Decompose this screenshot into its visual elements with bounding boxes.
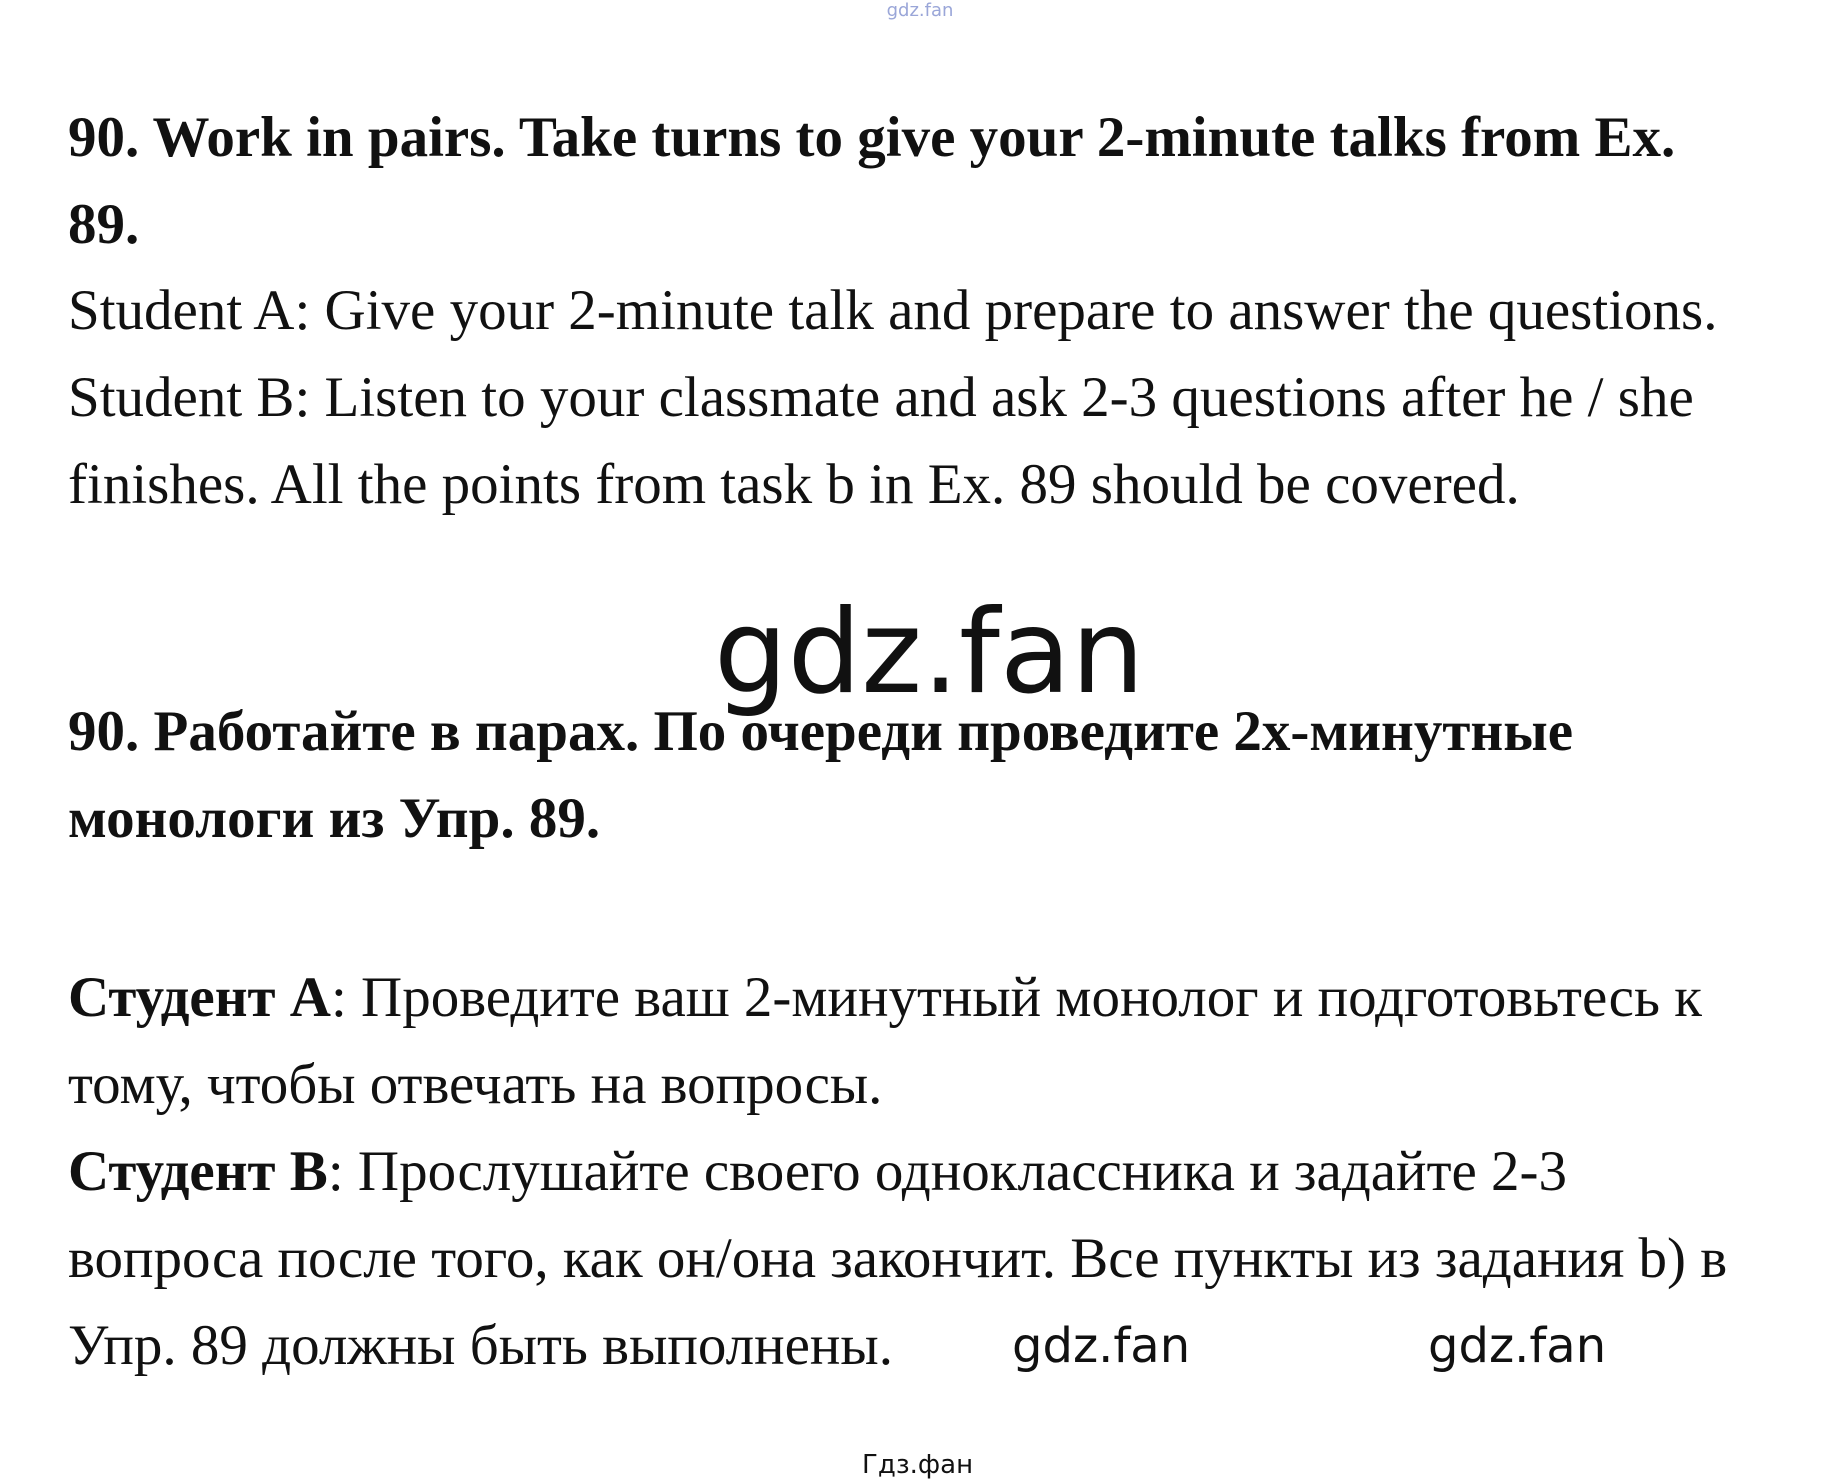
russian-exercise-title [68, 688, 1788, 862]
watermark-top: gdz.fan [886, 0, 954, 21]
russian-title-line-2: монологи из Упр. 89. [68, 787, 601, 850]
english-title-line-1: 90. Work in pairs. Take turns to give your 2-minute talks from Ex. [68, 106, 1676, 169]
russian-title-line-1: 90. Работайте в парах. По очереди проведите 2х-минутные [68, 700, 1574, 763]
watermark-inline-2: gdz.fan [1428, 1318, 1607, 1374]
english-title-line-2: 89. [68, 193, 140, 256]
english-body-line-1: Student A: Give your 2-minute talk and prepare to answer the questions. [68, 279, 1718, 342]
student-a-label: Студент А [68, 966, 331, 1029]
student-b-label: Студент В [68, 1140, 328, 1203]
watermark-inline-1: gdz.fan [1012, 1318, 1191, 1374]
english-body-line-2: Student B: Listen to your classmate and ask 2-3 questions after he / she [68, 366, 1694, 429]
watermark-bottom: Гдз.фан [862, 1450, 974, 1480]
russian-student-b-line-2: вопроса после того, как он/она закончит. Все пункты из задания b) в [68, 1227, 1728, 1290]
russian-student-a-line-1 [68, 954, 1788, 1041]
english-body-line-3: finishes. All the points from task b in Ex. 89 should be covered. [68, 453, 1520, 516]
student-b-text: : Прослушайте своего одноклассника и задайте 2-3 [327, 1140, 1568, 1203]
russian-student-a-line-2: тому, чтобы отвечать на вопросы. [68, 1053, 883, 1116]
russian-student-b-line-1 [68, 1128, 1788, 1215]
english-exercise-body [68, 267, 1788, 528]
russian-student-b-line-3: Упр. 89 должны быть выполнены. [68, 1314, 893, 1377]
english-exercise-title [68, 94, 1788, 268]
student-a-text: : Проведите ваш 2-минутный монолог и подготовьтесь к [330, 966, 1702, 1029]
watermark-center: gdz.fan [714, 585, 1145, 720]
